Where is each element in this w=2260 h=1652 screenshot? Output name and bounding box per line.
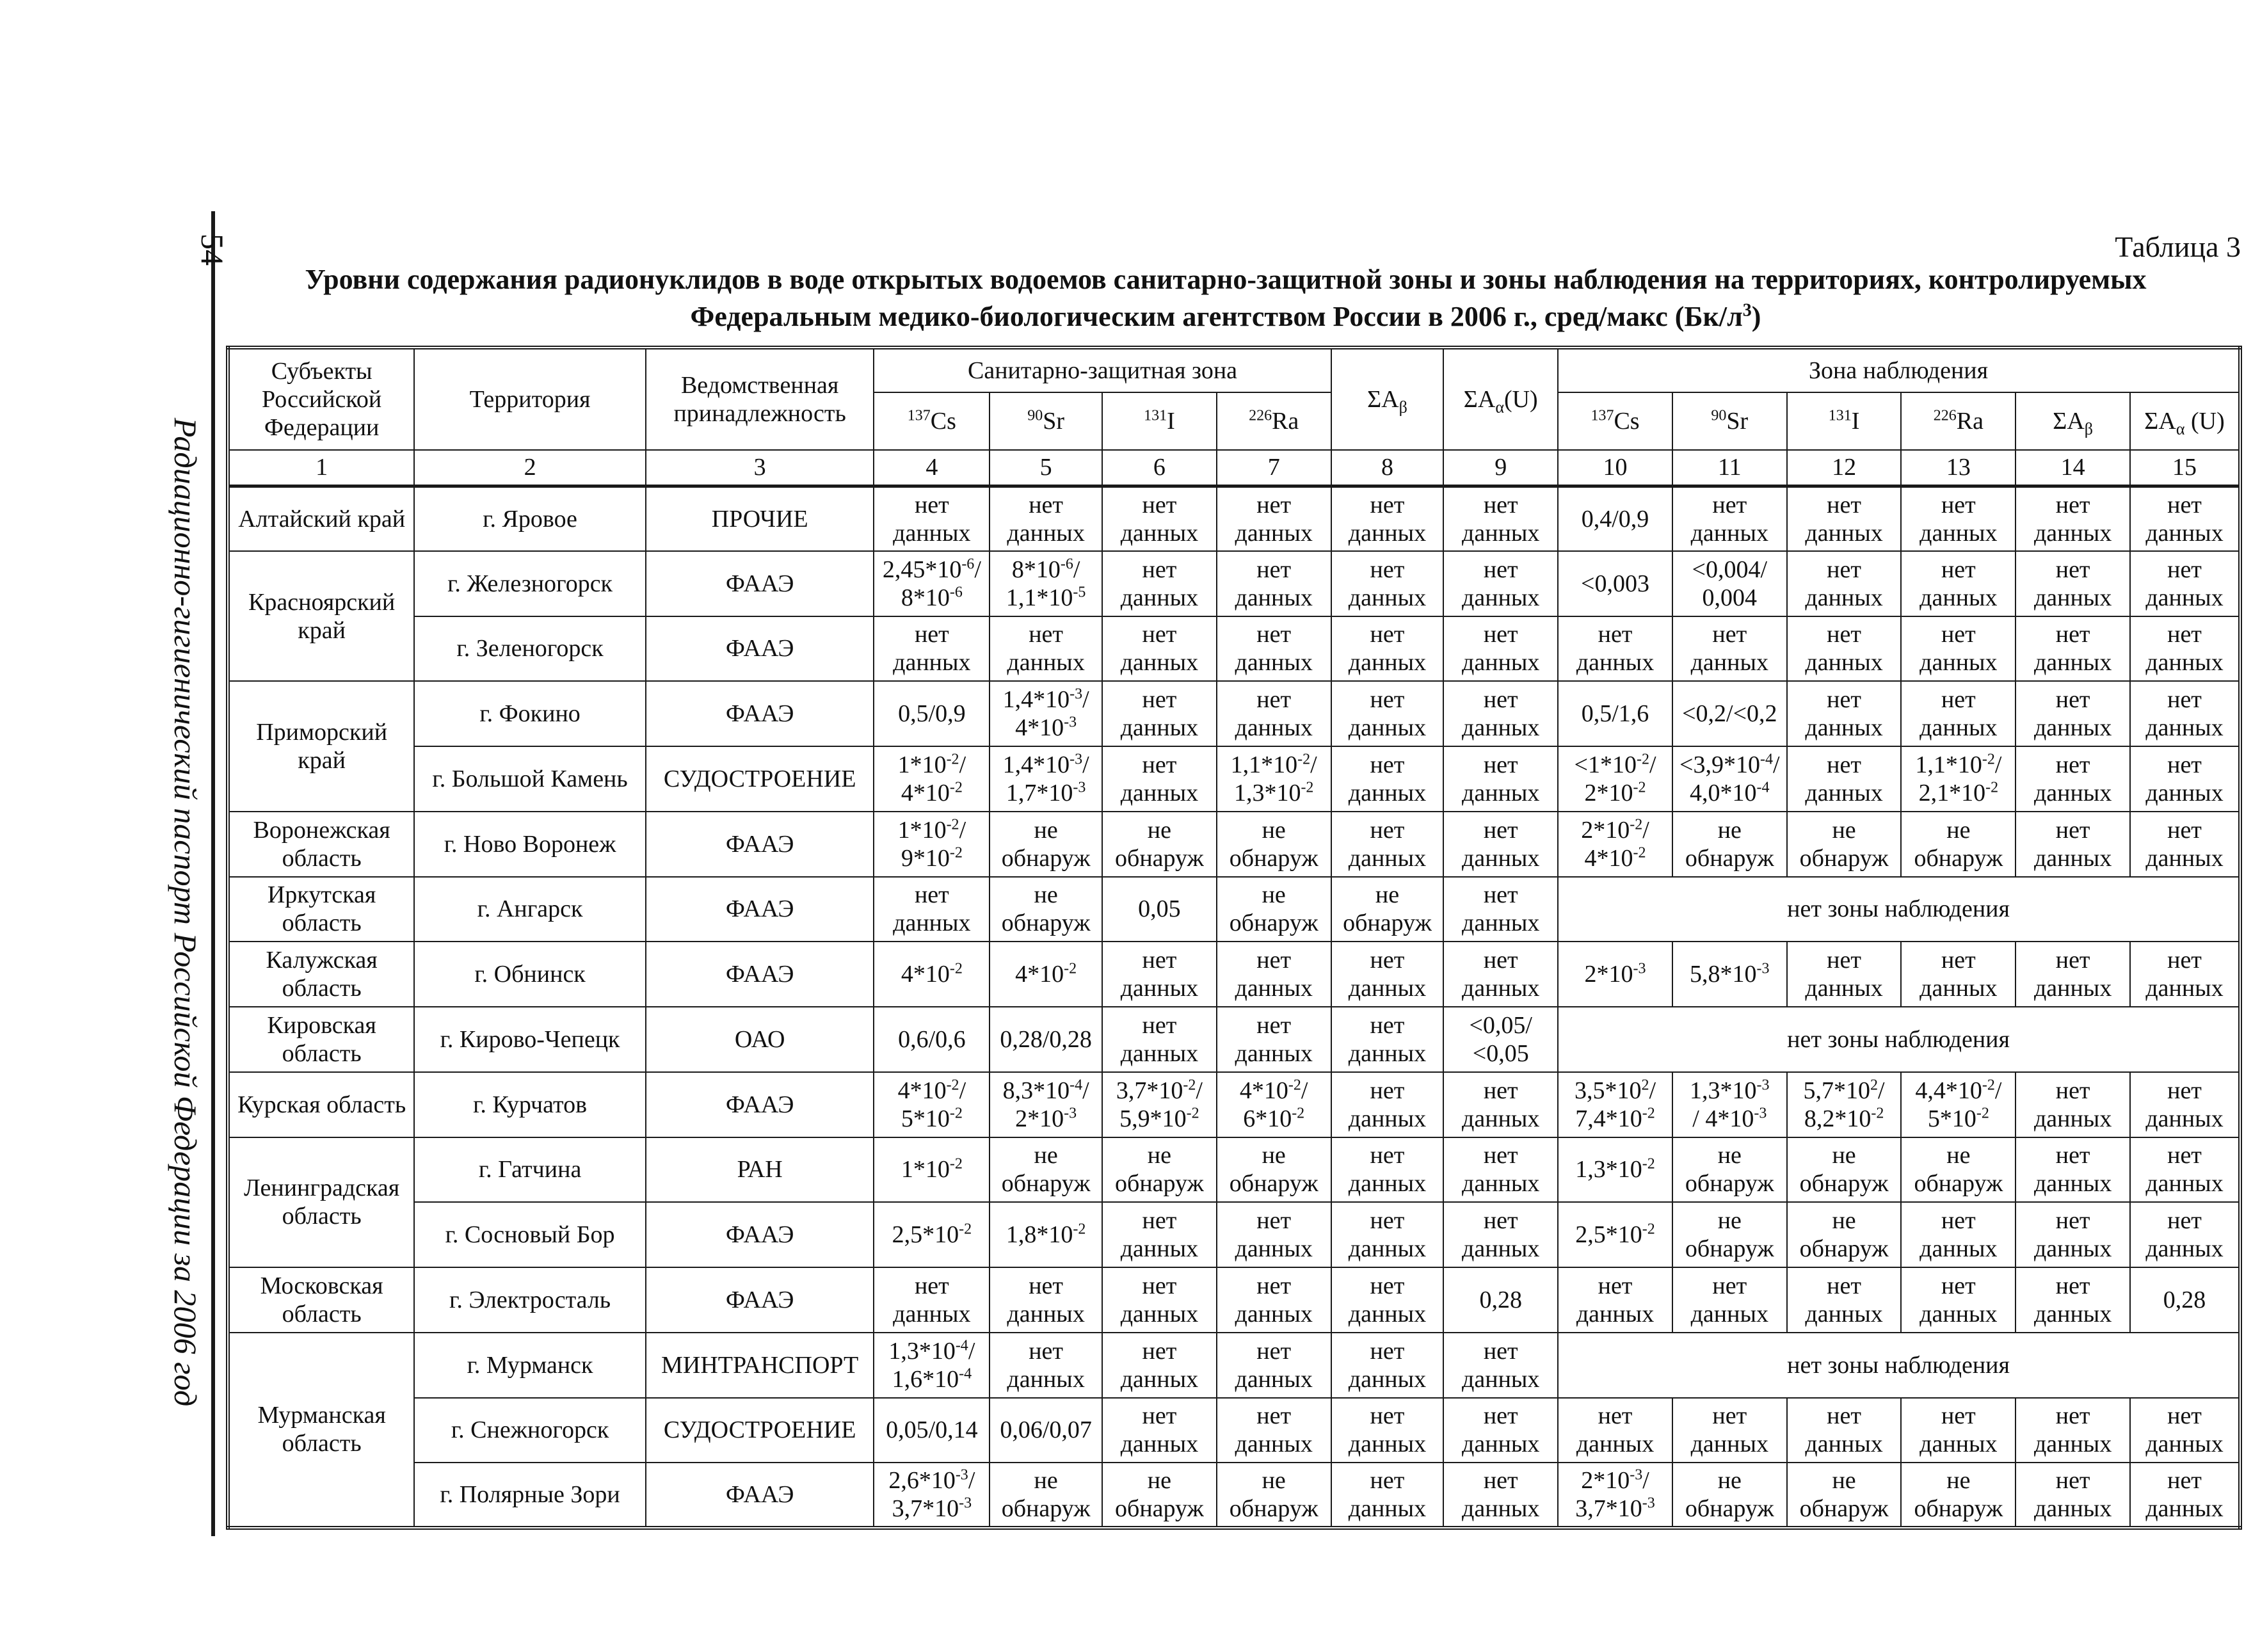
table-row <box>228 1202 2240 1267</box>
value-cell: нет данных <box>990 1267 1102 1333</box>
value-cell: 0,28 <box>2130 1267 2240 1333</box>
subject-cell: Приморский край <box>228 681 414 812</box>
affiliation-cell: МИНТРАНСПОРТ <box>646 1333 874 1398</box>
value-cell: $1*10^{-2}$ <box>874 1137 990 1203</box>
value-cell: нет данных <box>1102 1267 1217 1333</box>
value-cell: нет данных <box>1443 681 1558 746</box>
value-cell: нет данных <box>1102 681 1217 746</box>
value-cell: нет данных <box>2130 746 2240 812</box>
value-cell: нет данных <box>1787 1267 1902 1333</box>
value-cell: $<1*10^{-2}/$ $2*10^{-2}$ <box>1558 746 1672 812</box>
value-cell: не обнаруж <box>1787 1463 1902 1528</box>
territory-cell: г. Снежногорск <box>414 1398 646 1463</box>
value-cell: $2*10^{-2}/$ $4*10^{-2}$ <box>1558 812 1672 877</box>
territory-cell: г. Электросталь <box>414 1267 646 1333</box>
column-number: 12 <box>1787 450 1902 486</box>
column-number: 11 <box>1672 450 1787 486</box>
territory-cell: г. Ново Воронеж <box>414 812 646 877</box>
subject-cell: Воронежская область <box>228 812 414 877</box>
value-cell: нет данных <box>1901 942 2016 1007</box>
table-number: Таблица 3 <box>2115 230 2241 263</box>
header-sanitary-zone: Санитарно-защитная зона <box>874 348 1331 392</box>
territory-cell: г. Курчатов <box>414 1072 646 1137</box>
value-cell: нет данных <box>1443 1333 1558 1398</box>
value-cell: $1,4*10^{-3}/$ $4*10^{-3}$ <box>990 681 1102 746</box>
no-observation-zone-cell: нет зоны наблюдения <box>1558 1007 2240 1072</box>
value-cell: нет данных <box>2130 812 2240 877</box>
value-cell: нет данных <box>1102 486 1217 551</box>
value-cell: $1*10^{-2}/$ $9*10^{-2}$ <box>874 812 990 877</box>
affiliation-cell: ПРОЧИЕ <box>646 486 874 551</box>
value-cell: нет данных <box>2130 1398 2240 1463</box>
value-cell: нет данных <box>1787 486 1902 551</box>
value-cell: нет данных <box>1331 1398 1444 1463</box>
column-number: 1 <box>228 450 414 486</box>
value-cell: $1,4*10^{-3}/$ $1,7*10^{-3}$ <box>990 746 1102 812</box>
value-cell: $1,1*10^{-2}/$ $2,1*10^{-2}$ <box>1901 746 2016 812</box>
value-cell: нет данных <box>1102 1202 1217 1267</box>
value-cell: нет данных <box>1331 942 1444 1007</box>
value-cell: нет данных <box>2130 681 2240 746</box>
value-cell: не обнаруж <box>1672 1463 1787 1528</box>
header-sum-beta-sz: $\Sigma A_\beta$ <box>1331 348 1444 450</box>
value-cell: нет данных <box>1102 1398 1217 1463</box>
header-cs137-oz: $^{137}$Cs <box>1558 392 1672 450</box>
value-cell: 0,5/0,9 <box>874 681 990 746</box>
value-cell: нет данных <box>1443 551 1558 616</box>
table-row <box>228 1137 2240 1203</box>
affiliation-cell: СУДОСТРОЕНИЕ <box>646 1398 874 1463</box>
value-cell: нет данных <box>1443 1137 1558 1203</box>
affiliation-cell: СУДОСТРОЕНИЕ <box>646 746 874 812</box>
header-sr90-oz: $^{90}$Sr <box>1672 392 1787 450</box>
value-cell: не обнаруж <box>1102 812 1217 877</box>
value-cell: <0,003 <box>1558 551 1672 616</box>
value-cell: не обнаруж <box>1901 1463 2016 1528</box>
value-cell: не обнаруж <box>1787 812 1902 877</box>
value-cell: нет данных <box>990 1333 1102 1398</box>
table-row <box>228 1072 2240 1137</box>
value-cell: нет данных <box>2016 1137 2130 1203</box>
value-cell: <0,05/ <0,05 <box>1443 1007 1558 1072</box>
territory-cell: г. Ангарск <box>414 877 646 942</box>
value-cell: нет данных <box>1558 1267 1672 1333</box>
value-cell: нет данных <box>1901 486 2016 551</box>
value-cell: нет данных <box>2016 486 2130 551</box>
value-cell: нет данных <box>2130 942 2240 1007</box>
header-subject: Субъекты Российской Федерации <box>228 348 414 450</box>
value-cell: не обнаруж <box>1787 1137 1902 1203</box>
value-cell: $8,3*10^{-4}/$ $2*10^{-3}$ <box>990 1072 1102 1137</box>
value-cell: нет данных <box>1443 877 1558 942</box>
value-cell: нет данных <box>1558 1398 1672 1463</box>
value-cell: 0,28 <box>1443 1267 1558 1333</box>
margin-rule <box>211 211 215 1536</box>
value-cell: нет данных <box>1102 616 1217 682</box>
value-cell: нет данных <box>1102 942 1217 1007</box>
header-ra226-oz: $^{226}$Ra <box>1901 392 2016 450</box>
table-row <box>228 1398 2240 1463</box>
territory-cell: г. Мурманск <box>414 1333 646 1398</box>
value-cell: нет данных <box>2016 746 2130 812</box>
value-cell: нет данных <box>1443 486 1558 551</box>
territory-cell: г. Яровое <box>414 486 646 551</box>
territory-cell: г. Обнинск <box>414 942 646 1007</box>
subject-cell: Ленинградская область <box>228 1137 414 1268</box>
value-cell: не обнаруж <box>1672 812 1787 877</box>
value-cell: нет данных <box>1901 1202 2016 1267</box>
header-territory: Территория <box>414 348 646 450</box>
value-cell: нет данных <box>1217 1398 1331 1463</box>
value-cell: нет данных <box>874 1267 990 1333</box>
value-cell: нет данных <box>1787 746 1902 812</box>
value-cell: нет данных <box>2130 1202 2240 1267</box>
value-cell: нет данных <box>1443 942 1558 1007</box>
subject-cell: Красноярский край <box>228 551 414 682</box>
value-cell: нет данных <box>1217 1007 1331 1072</box>
header-ra226-sz: $^{226}$Ra <box>1217 392 1331 450</box>
column-number: 10 <box>1558 450 1672 486</box>
value-cell: не обнаруж <box>1102 1137 1217 1203</box>
value-cell: нет данных <box>1443 1463 1558 1528</box>
value-cell: нет данных <box>1787 942 1902 1007</box>
value-cell: нет данных <box>1217 551 1331 616</box>
value-cell: нет данных <box>2016 812 2130 877</box>
value-cell: $4*10^{-2}$ <box>990 942 1102 1007</box>
caption-end: ) <box>1751 301 1761 332</box>
value-cell: не обнаруж <box>990 812 1102 877</box>
subject-cell: Курская область <box>228 1072 414 1137</box>
value-cell: нет данных <box>1217 681 1331 746</box>
value-cell: $4*10^{-2}$ <box>874 942 990 1007</box>
affiliation-cell: ФААЭ <box>646 551 874 616</box>
header-observation-zone: Зона наблюдения <box>1558 348 2240 392</box>
value-cell: не обнаруж <box>1217 877 1331 942</box>
no-observation-zone-cell: нет зоны наблюдения <box>1558 877 2240 942</box>
value-cell: не обнаруж <box>990 877 1102 942</box>
affiliation-cell: ФААЭ <box>646 1267 874 1333</box>
value-cell: $5,8*10^{-3}$ <box>1672 942 1787 1007</box>
header-sr90-sz: $^{90}$Sr <box>990 392 1102 450</box>
value-cell: нет данных <box>990 616 1102 682</box>
value-cell: нет данных <box>1672 1398 1787 1463</box>
table-row <box>228 942 2240 1007</box>
value-cell: $5,7*10^2/$ $8,2*10^{-2}$ <box>1787 1072 1902 1137</box>
value-cell: не обнаруж <box>1102 1463 1217 1528</box>
value-cell: нет данных <box>2016 942 2130 1007</box>
value-cell: нет данных <box>1443 616 1558 682</box>
value-cell: 0,4/0,9 <box>1558 486 1672 551</box>
value-cell: $4*10^{-2}/$ $5*10^{-2}$ <box>874 1072 990 1137</box>
value-cell: не обнаруж <box>1672 1137 1787 1203</box>
value-cell: нет данных <box>1901 681 2016 746</box>
affiliation-cell: ФААЭ <box>646 812 874 877</box>
value-cell: нет данных <box>2016 1463 2130 1528</box>
value-cell: нет данных <box>1217 1267 1331 1333</box>
value-cell: нет данных <box>1443 746 1558 812</box>
territory-cell: г. Фокино <box>414 681 646 746</box>
value-cell: нет данных <box>1787 681 1902 746</box>
value-cell: нет данных <box>1102 746 1217 812</box>
caption-unit-sup: 3 <box>1742 300 1752 321</box>
value-cell: нет данных <box>2130 1072 2240 1137</box>
table-row <box>228 812 2240 877</box>
affiliation-cell: ФААЭ <box>646 1072 874 1137</box>
value-cell: нет данных <box>1331 1333 1444 1398</box>
subject-cell: Московская область <box>228 1267 414 1333</box>
value-cell: $2,6*10^{-3}/$ $3,7*10^{-3}$ <box>874 1463 990 1528</box>
value-cell: нет данных <box>1443 1072 1558 1137</box>
column-number: 3 <box>646 450 874 486</box>
value-cell: $2,5*10^{-2}$ <box>1558 1202 1672 1267</box>
affiliation-cell: РАН <box>646 1137 874 1203</box>
table-row <box>228 1463 2240 1528</box>
table-caption <box>243 261 2208 335</box>
value-cell: $8*10^{-6}/$ $1,1*10^{-5}$ <box>990 551 1102 616</box>
column-number: 8 <box>1331 450 1444 486</box>
value-cell: $1,8*10^{-2}$ <box>990 1202 1102 1267</box>
value-cell: нет данных <box>2130 1463 2240 1528</box>
territory-cell: г. Зеленогорск <box>414 616 646 682</box>
value-cell: <0,2/<0,2 <box>1672 681 1787 746</box>
header-affiliation: Ведомственная принадлежность <box>646 348 874 450</box>
value-cell: не обнаруж <box>1217 1137 1331 1203</box>
value-cell: не обнаруж <box>1217 1463 1331 1528</box>
value-cell: нет данных <box>2016 681 2130 746</box>
territory-cell: г. Кирово-Чепецк <box>414 1007 646 1072</box>
value-cell: нет данных <box>1331 1007 1444 1072</box>
value-cell: нет данных <box>1443 1398 1558 1463</box>
value-cell: нет данных <box>1217 1333 1331 1398</box>
value-cell: нет данных <box>1331 1202 1444 1267</box>
value-cell: нет данных <box>1331 1072 1444 1137</box>
value-cell: нет данных <box>1443 1202 1558 1267</box>
header-sum-alpha-sz: $\Sigma A_\alpha(U)$ <box>1443 348 1558 450</box>
value-cell: не обнаруж <box>990 1137 1102 1203</box>
territory-cell: г. Гатчина <box>414 1137 646 1203</box>
value-cell: нет данных <box>1787 616 1902 682</box>
table-row <box>228 877 2240 942</box>
value-cell: $4*10^{-2}/$ $6*10^{-2}$ <box>1217 1072 1331 1137</box>
affiliation-cell: ФААЭ <box>646 616 874 682</box>
value-cell: нет данных <box>1217 1202 1331 1267</box>
column-number: 15 <box>2130 450 2240 486</box>
header-row-1 <box>228 348 2240 392</box>
value-cell: нет данных <box>2130 551 2240 616</box>
column-number: 13 <box>1901 450 2016 486</box>
value-cell: нет данных <box>2016 551 2130 616</box>
value-cell: не обнаруж <box>1901 1137 2016 1203</box>
column-number: 6 <box>1102 450 1217 486</box>
subject-cell: Калужская область <box>228 942 414 1007</box>
column-number: 2 <box>414 450 646 486</box>
value-cell: нет данных <box>1787 551 1902 616</box>
value-cell: нет данных <box>1102 1007 1217 1072</box>
table-row <box>228 551 2240 616</box>
value-cell: нет данных <box>1558 616 1672 682</box>
affiliation-cell: ФААЭ <box>646 1463 874 1528</box>
value-cell: нет данных <box>2130 486 2240 551</box>
value-cell: нет данных <box>2130 616 2240 682</box>
value-cell: нет данных <box>1331 1137 1444 1203</box>
column-number: 14 <box>2016 450 2130 486</box>
value-cell: не обнаруж <box>1901 812 2016 877</box>
table-row <box>228 1007 2240 1072</box>
value-cell: нет данных <box>2016 1202 2130 1267</box>
table-row <box>228 1333 2240 1398</box>
value-cell: не обнаруж <box>1331 877 1444 942</box>
value-cell: $1,3*10^{-2}$ <box>1558 1137 1672 1203</box>
subject-cell: Иркутская область <box>228 877 414 942</box>
value-cell: нет данных <box>990 486 1102 551</box>
value-cell: нет данных <box>874 486 990 551</box>
table-row <box>228 1267 2240 1333</box>
value-cell: $3,5*10^2/$ $7,4*10^{-2}$ <box>1558 1072 1672 1137</box>
value-cell: нет данных <box>1331 1463 1444 1528</box>
value-cell: нет данных <box>1331 1267 1444 1333</box>
value-cell: нет данных <box>1217 486 1331 551</box>
value-cell: $1,3*10^{-3}$ / $4*10^{-3}$ <box>1672 1072 1787 1137</box>
value-cell: $1,3*10^{-4}/$ $1,6*10^{-4}$ <box>874 1333 990 1398</box>
value-cell: не обнаруж <box>1217 812 1331 877</box>
value-cell: $1,1*10^{-2}/$ $1,3*10^{-2}$ <box>1217 746 1331 812</box>
value-cell: 0,05 <box>1102 877 1217 942</box>
header-i131-sz: $^{131}$I <box>1102 392 1217 450</box>
value-cell: $2*10^{-3}$ <box>1558 942 1672 1007</box>
value-cell: нет данных <box>2016 616 2130 682</box>
subject-cell: Кировская область <box>228 1007 414 1072</box>
value-cell: нет данных <box>1102 1333 1217 1398</box>
value-cell: нет данных <box>1331 812 1444 877</box>
value-cell: нет данных <box>1331 681 1444 746</box>
value-cell: нет данных <box>1102 551 1217 616</box>
table-row <box>228 746 2240 812</box>
header-sum-alpha-oz: $\Sigma A_\alpha$ (U) <box>2130 392 2240 450</box>
subject-cell: Алтайский край <box>228 486 414 551</box>
value-cell: нет данных <box>1901 1267 2016 1333</box>
value-cell: нет данных <box>874 877 990 942</box>
territory-cell: г. Большой Камень <box>414 746 646 812</box>
value-cell: 0,28/0,28 <box>990 1007 1102 1072</box>
value-cell: нет данных <box>1901 616 2016 682</box>
value-cell: нет данных <box>2130 1137 2240 1203</box>
caption-line-2: Федеральным медико-биологическим агентством России в 2006 г., сред/макс (Бк/л <box>690 301 1743 332</box>
value-cell: $1*10^{-2}/$ $4*10^{-2}$ <box>874 746 990 812</box>
value-cell: 0,6/0,6 <box>874 1007 990 1072</box>
value-cell: нет данных <box>1331 616 1444 682</box>
value-cell: 0,05/0,14 <box>874 1398 990 1463</box>
value-cell: нет данных <box>874 616 990 682</box>
value-cell: нет данных <box>1672 616 1787 682</box>
value-cell: $2,5*10^{-2}$ <box>874 1202 990 1267</box>
territory-cell: г. Сосновый Бор <box>414 1202 646 1267</box>
value-cell: нет данных <box>1331 486 1444 551</box>
table-row <box>228 486 2240 551</box>
value-cell: не обнаруж <box>1787 1202 1902 1267</box>
affiliation-cell: ФААЭ <box>646 942 874 1007</box>
value-cell: $4,4*10^{-2}/$ $5*10^{-2}$ <box>1901 1072 2016 1137</box>
affiliation-cell: ОАО <box>646 1007 874 1072</box>
column-number-row <box>228 450 2240 486</box>
value-cell: 0,06/0,07 <box>990 1398 1102 1463</box>
table-row <box>228 616 2240 682</box>
caption-line-1: Уровни содержания радионуклидов в воде открытых водоемов санитарно-защитной зоны и зоны наблюдения на территориях, контролируемых <box>305 264 2147 295</box>
value-cell: <0,004/ 0,004 <box>1672 551 1787 616</box>
value-cell: $2*10^{-3}/$ $3,7*10^{-3}$ <box>1558 1463 1672 1528</box>
value-cell: не обнаруж <box>990 1463 1102 1528</box>
value-cell: не обнаруж <box>1672 1202 1787 1267</box>
value-cell: нет данных <box>1331 746 1444 812</box>
column-number: 5 <box>990 450 1102 486</box>
header-i131-oz: $^{131}$I <box>1787 392 1902 450</box>
subject-cell: Мурманская область <box>228 1333 414 1528</box>
radionuclide-table <box>226 346 2242 1530</box>
column-number: 4 <box>874 450 990 486</box>
value-cell: нет данных <box>1217 942 1331 1007</box>
value-cell: нет данных <box>1901 1398 2016 1463</box>
territory-cell: г. Полярные Зори <box>414 1463 646 1528</box>
value-cell: 0,5/1,6 <box>1558 681 1672 746</box>
running-title: Радиационно-гигиенический паспорт Российской Федерации за 2006 год <box>168 417 204 1407</box>
value-cell: нет данных <box>1901 551 2016 616</box>
value-cell: нет данных <box>1787 1398 1902 1463</box>
no-observation-zone-cell: нет зоны наблюдения <box>1558 1333 2240 1398</box>
value-cell: нет данных <box>1217 616 1331 682</box>
value-cell: нет данных <box>1672 1267 1787 1333</box>
column-number: 7 <box>1217 450 1331 486</box>
affiliation-cell: ФААЭ <box>646 877 874 942</box>
territory-cell: г. Железногорск <box>414 551 646 616</box>
affiliation-cell: ФААЭ <box>646 1202 874 1267</box>
value-cell: $3,7*10^{-2}/$ $5,9*10^{-2}$ <box>1102 1072 1217 1137</box>
header-sum-beta-oz: $\Sigma A_\beta$ <box>2016 392 2130 450</box>
affiliation-cell: ФААЭ <box>646 681 874 746</box>
value-cell: нет данных <box>2016 1398 2130 1463</box>
value-cell: $<3,9*10^{-4}/$ $4,0*10^{-4}$ <box>1672 746 1787 812</box>
table-row <box>228 681 2240 746</box>
header-cs137-sz: $^{137}$Cs <box>874 392 990 450</box>
page-number: 54 <box>195 234 230 266</box>
value-cell: нет данных <box>2016 1072 2130 1137</box>
value-cell: $2,45*10^{-6}/$ $8*10^{-6}$ <box>874 551 990 616</box>
value-cell: нет данных <box>1331 551 1444 616</box>
value-cell: нет данных <box>2016 1267 2130 1333</box>
value-cell: нет данных <box>1443 812 1558 877</box>
value-cell: нет данных <box>1672 486 1787 551</box>
column-number: 9 <box>1443 450 1558 486</box>
